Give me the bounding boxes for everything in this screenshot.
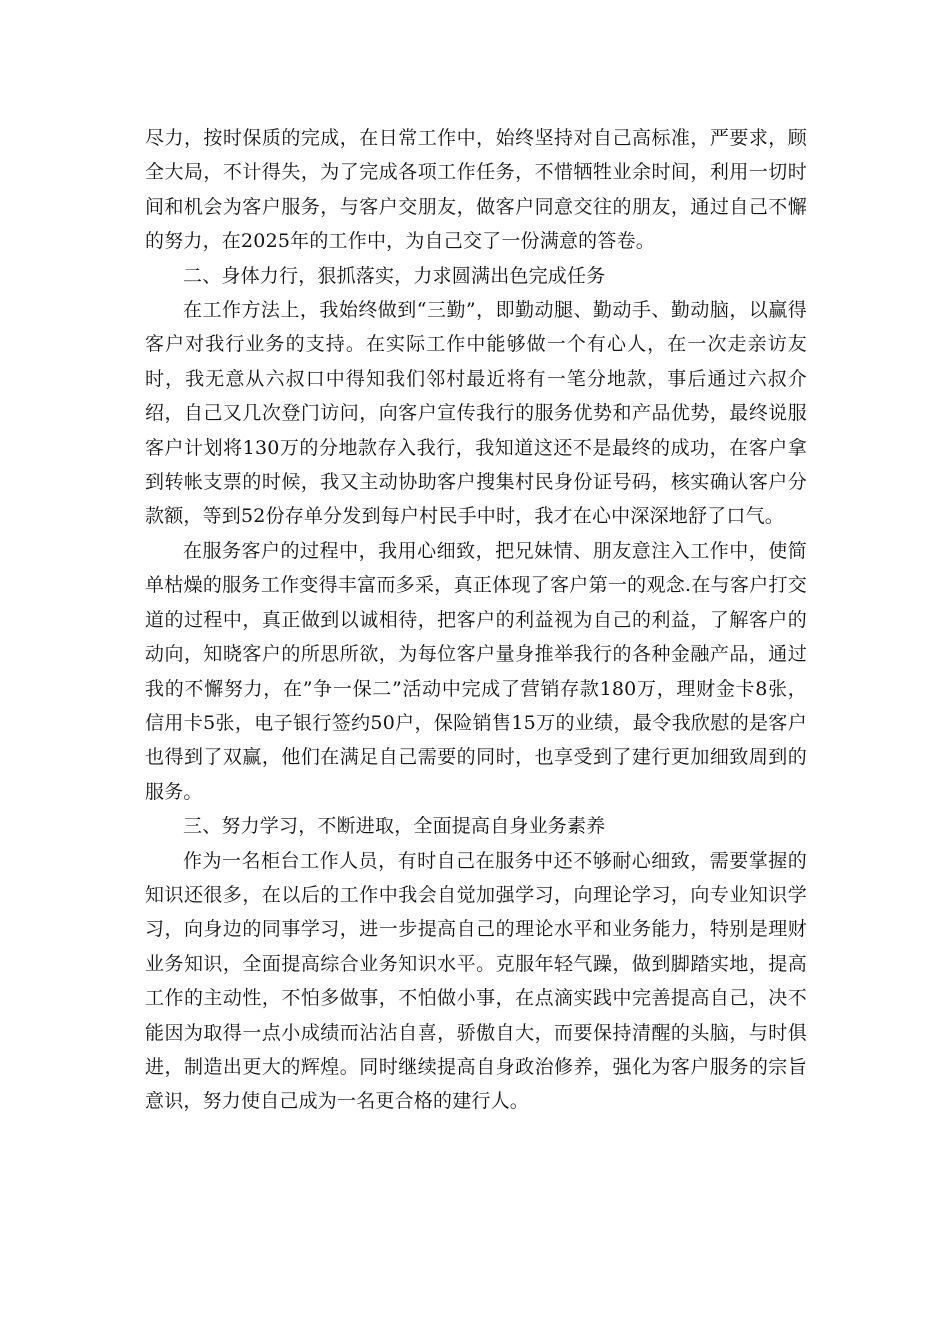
- paragraph-learning: 作为一名柜台工作人员，有时自己在服务中还不够耐心细致，需要掌握的知识还很多，在以后的工作中我会自觉加强学习，向理论学习，向专业知识学习，向身边的同事学习，进一步提高自己的理论水平和业务能力，特别是理财业务知识，全面提高综合业务知识水平。克服年轻气躁，做到脚踏实地，提高工作的主动性，不怕多做事，不怕做小事，在点滴实践中完善提高自己，决不能因为取得一点小成绩而沾沾自喜，骄傲自大，而要保持清醒的头脑，与时俱进，制造出更大的辉煌。同时继续提高自身政治修养，强化为客户服务的宗旨意识，努力使自己成为一名更合格的建行人。: [145, 849, 807, 1113]
- paragraph-continuation: 尽力，按时保质的完成，在日常工作中，始终坚持对自己高标准，严要求，顾全大局，不计得失，为了完成各项工作任务，不惜牺牲业余时间，利用一切时间和机会为客户服务，与客户交朋友，做客户同意交往的朋友，通过自己不懈的努力，在2025年的工作中，为自己交了一份满意的答卷。: [145, 127, 807, 253]
- section-heading-three: 三、努力学习，不断进取，全面提高自身业务素养: [183, 815, 606, 838]
- paragraph-work-method: 在工作方法上，我始终做到“三勤”，即勤动腿、勤动手、勤动脑，以赢得客户对我行业务的支持。在实际工作中能够做一个有心人，在一次走亲访友时，我无意从六叔口中得知我们邻村最近将有一笔分地款，事后通过六叔介绍，自己又几次登门访问，向客户宣传我行的服务优势和产品优势，最终说服客户计划将130万的分地款存入我行，我知道这还不是最终的成功，在客户拿到转帐支票的时候，我又主动协助客户搜集村民身份证号码，核实确认客户分款额，等到52份存单分发到每户村民手中时，我才在心中深深地舒了口气。: [145, 299, 807, 528]
- paragraph-customer-service: 在服务客户的过程中，我用心细致，把兄妹情、朋友意注入工作中，使简单枯燥的服务工作变得丰富而多采，真正体现了客户第一的观念.在与客户打交道的过程中，真正做到以诚相待，把客户的利益视为自己的利益，了解客户的动向，知晓客户的所思所欲，为每位客户量身推举我行的各种金融产品，通过我的不懈努力，在”争一保二”活动中完成了营销存款180万，理财金卡8张，信用卡5张，电子银行签约50户，保险销售15万的业绩，最令我欣慰的是客户也得到了双赢，他们在满足自己需要的同时，也享受到了建行更加细致周到的服务。: [145, 539, 807, 803]
- document-body: [145, 121, 807, 1119]
- section-heading-two: 二、身体力行，狠抓落实，力求圆满出色完成任务: [183, 264, 606, 287]
